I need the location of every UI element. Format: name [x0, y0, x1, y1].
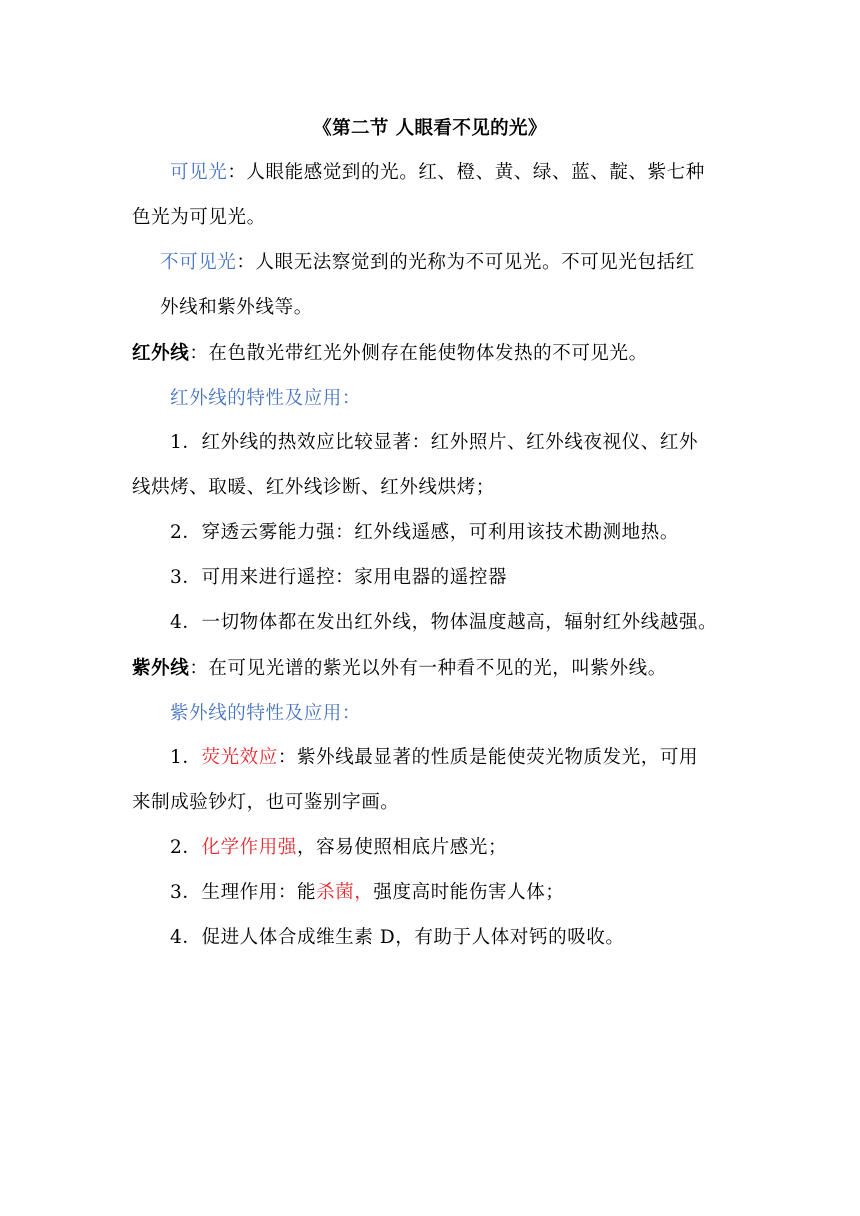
item-text: ，容易使照相底片感光； [297, 837, 508, 858]
visible-light-line-1 [170, 161, 732, 185]
item-number: 3． [170, 567, 202, 588]
invisible-light-term: 不可见光 [160, 252, 237, 273]
infrared-desc: ：在色散光带红光外侧存在能使物体发热的不可见光。 [189, 343, 648, 364]
infrared-item-3 [170, 566, 732, 590]
item-text: ：紫外线最显著的性质是能使荧光物质发光，可用 [277, 747, 699, 768]
infrared-heading: 红外线的特性及应用： [170, 388, 362, 409]
infrared-item-1-line-2: 线烘烤、取暖、红外线诊断、红外线烘烤； [132, 477, 495, 498]
uv-heading: 紫外线的特性及应用： [170, 703, 362, 724]
sterilize-term: 杀菌， [316, 882, 374, 903]
item-number: 2． [170, 522, 202, 543]
item-text-post: 强度高时能伤害人体； [373, 882, 565, 903]
infrared-item-2 [170, 521, 732, 545]
item-number: 1． [170, 432, 202, 453]
invisible-light-line-2: 外线和紫外线等。 [160, 297, 313, 318]
item-text: 促进人体合成维生素 D，有助于人体对钙的吸收。 [201, 927, 625, 948]
uv-item-1-line-2: 来制成验钞灯，也可鉴别字画。 [132, 792, 400, 813]
infrared-definition [132, 342, 732, 366]
item-number: 2． [170, 837, 202, 858]
ultraviolet-term: 紫外线 [132, 658, 190, 679]
visible-light-desc: ：人眼能感觉到的光。红、橙、黄、绿、蓝、靛、紫七种 [227, 162, 705, 183]
infrared-item-4 [170, 611, 717, 635]
page-title: 《第二节 人眼看不见的光》 [313, 118, 547, 139]
item-text: 一切物体都在发出红外线，物体温度越高，辐射红外线越强。 [201, 612, 718, 633]
item-text: 可用来进行遥控：家用电器的遥控器 [201, 567, 508, 588]
item-text-pre: 生理作用：能 [201, 882, 317, 903]
uv-item-2 [170, 836, 732, 860]
fluorescence-term: 荧光效应 [201, 747, 278, 768]
invisible-light-desc: ：人眼无法察觉到的光称为不可见光。不可见光包括红 [236, 252, 695, 273]
ultraviolet-definition [132, 657, 732, 681]
uv-item-4 [170, 926, 732, 950]
item-number: 1． [170, 747, 202, 768]
item-number: 4． [170, 612, 202, 633]
item-text: 穿透云雾能力强：红外线遥感，可利用该技术勘测地热。 [201, 522, 679, 543]
ultraviolet-desc: ：在可见光谱的紫光以外有一种看不见的光，叫紫外线。 [189, 658, 667, 679]
visible-light-term: 可见光 [170, 162, 228, 183]
uv-item-3 [170, 881, 732, 905]
invisible-light-line-1 [160, 251, 732, 275]
item-number: 4． [170, 927, 202, 948]
infrared-item-1-line-1 [170, 431, 732, 455]
uv-item-1-line-1 [170, 746, 732, 770]
visible-light-line-2: 色光为可见光。 [132, 207, 266, 228]
item-text: 红外线的热效应比较显著：红外照片、红外线夜视仪、红外 [201, 432, 699, 453]
chemical-effect-term: 化学作用强 [201, 837, 297, 858]
item-number: 3． [170, 882, 202, 903]
infrared-term: 红外线 [132, 343, 190, 364]
